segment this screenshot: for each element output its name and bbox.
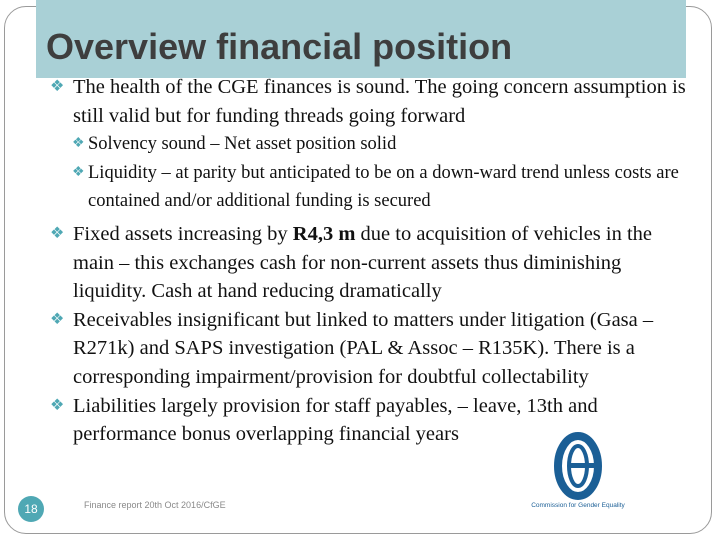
cge-logo-icon [524,430,632,502]
page-number-badge: 18 [18,496,44,522]
bullet-marker-icon: ❖ [50,78,65,95]
logo-caption: Commission for Gender Equality [531,502,625,509]
bullet-item [50,73,690,130]
bullet-bold-amount: R4,3 m [292,222,356,245]
bullet-text-end: due to acquisition of vehicles in the main – this exchanges cash for non-current assets thus diminishing liquidity. Cash at hand reducing dramatically [73,222,653,303]
bullet-marker-icon: ❖ [50,396,65,414]
bullet-item [50,220,690,306]
sub-bullet-item [50,159,690,216]
slide-title: Overview financial position [46,26,513,67]
sub-bullet-text: Liquidity – at parity but anticipated to be on a down-ward trend unless costs are contained and/or additional funding is secured [88,162,679,212]
sub-bullet-text: Solvency sound – Net asset position solid [88,134,397,155]
sub-bullet-marker-icon: ❖ [72,136,85,152]
bullet-text: Liabilities largely provision for staff payables, – leave, 13th and performance bonus overlapping financial years [73,394,598,446]
slide-content [50,73,690,449]
bullet-marker-icon: ❖ [50,310,65,328]
bullet-text-start: Fixed assets increasing by [73,222,293,245]
sub-bullet-item [50,130,690,159]
footer-text: Finance report 20th Oct 2016/CfGE [84,500,226,510]
bullet-marker-icon: ❖ [50,224,65,242]
bullet-text: Receivables insignificant but linked to matters under litigation (Gasa – R271k) and SAPS investigation (PAL & Assoc – R135K). There is a corresponding impairment/provision for doubtful collectability [73,308,654,388]
sub-bullet-marker-icon: ❖ [72,164,85,180]
bullet-item [50,306,690,392]
cge-logo [524,430,632,522]
bullet-text: The health of the CGE finances is sound. The going concern assumption is still valid but for funding threads going forward [73,76,686,127]
